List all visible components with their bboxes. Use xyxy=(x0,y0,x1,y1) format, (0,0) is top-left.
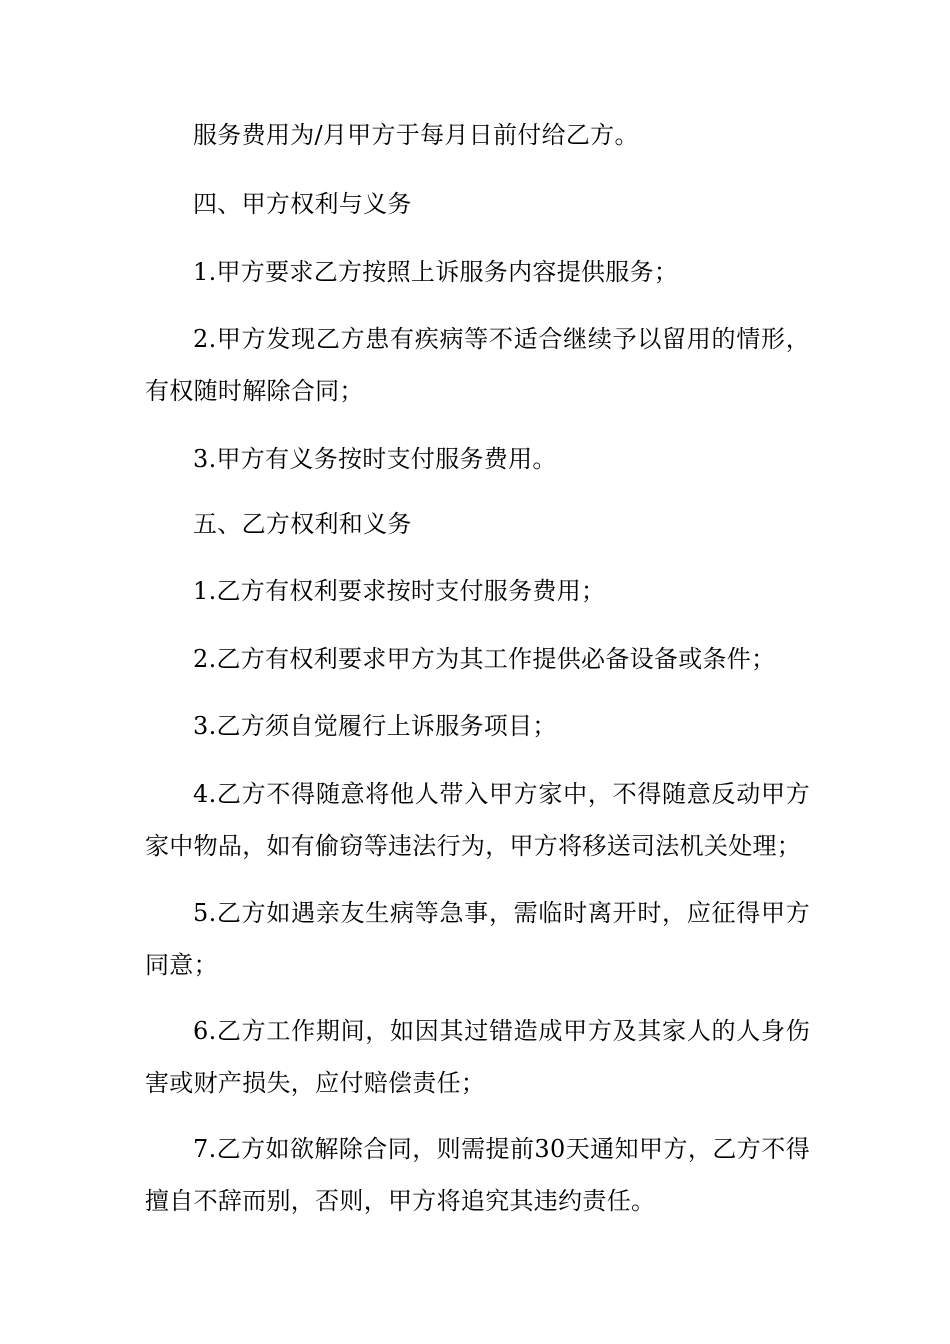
paragraph-b-5: 5.乙方如遇亲友生病等急事，需临时离开时，应征得甲方同意； xyxy=(145,899,810,979)
paragraph-a-3: 3.甲方有义务按时支付服务费用。 xyxy=(193,445,557,473)
paragraph-service-fee: 服务费用为/月甲方于每月日前付给乙方。 xyxy=(193,121,639,149)
paragraph-b-6: 6.乙方工作期间，如因其过错造成甲方及其家人的人身伤害或财产损失，应付赔偿责任； xyxy=(145,1017,810,1097)
heading-party-a-rights: 四、甲方权利与义务 xyxy=(193,190,412,218)
heading-party-b-rights: 五、乙方权利和义务 xyxy=(193,510,412,538)
paragraph-b-7: 7.乙方如欲解除合同，则需提前30天通知甲方，乙方不得擅自不辞而别，否则，甲方将追究其违约责任。 xyxy=(145,1135,810,1215)
paragraph-b-1: 1.乙方有权利要求按时支付服务费用； xyxy=(193,577,606,605)
paragraph-b-2: 2.乙方有权利要求甲方为其工作提供必备设备或条件； xyxy=(193,645,776,673)
paragraph-a-1: 1.甲方要求乙方按照上诉服务内容提供服务； xyxy=(193,258,679,286)
paragraph-a-2: 2.甲方发现乙方患有疾病等不适合继续予以留用的情形，有权随时解除合同； xyxy=(145,325,810,405)
paragraph-b-4: 4.乙方不得随意将他人带入甲方家中，不得随意反动甲方家中物品，如有偷窃等违法行为，甲方将移送司法机关处理； xyxy=(145,780,810,860)
paragraph-b-3: 3.乙方须自觉履行上诉服务项目； xyxy=(193,712,557,740)
